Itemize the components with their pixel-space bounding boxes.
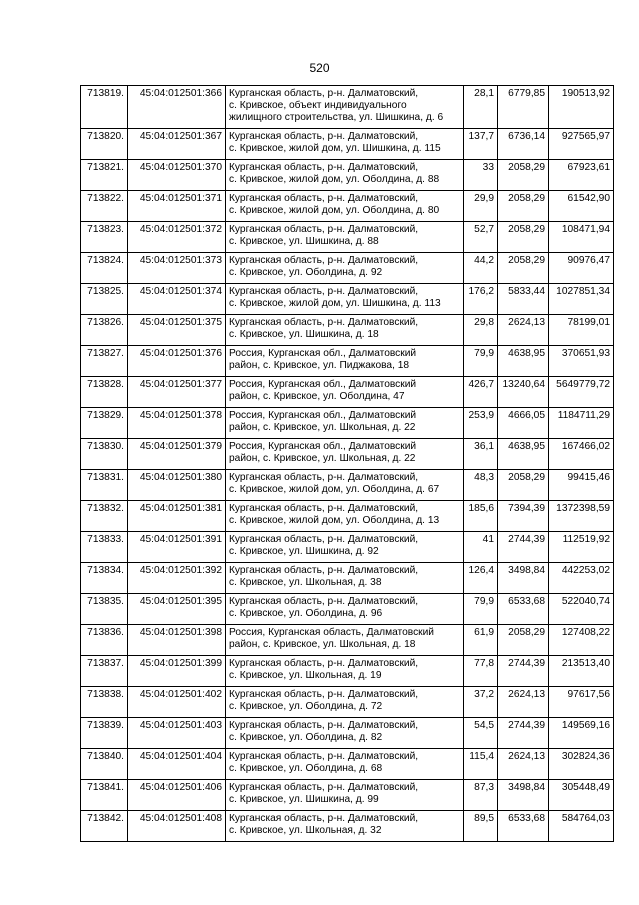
area-cell: 33 bbox=[464, 160, 498, 191]
address-line: с. Кривское, ул. Школьная, д. 38 bbox=[229, 577, 382, 588]
cadastral-value-cell: 305448,49 bbox=[549, 780, 614, 811]
unit-value-cell: 2744,39 bbox=[498, 532, 549, 563]
unit-value-cell: 2624,13 bbox=[498, 315, 549, 346]
unit-value-cell: 2058,29 bbox=[498, 191, 549, 222]
unit-value-cell: 7394,39 bbox=[498, 501, 549, 532]
cadastral-number-cell: 45:04:012501:373 bbox=[128, 253, 226, 284]
unit-value-cell: 4638,95 bbox=[498, 346, 549, 377]
unit-value-cell: 4666,05 bbox=[498, 408, 549, 439]
area-cell: 87,3 bbox=[464, 780, 498, 811]
area-cell: 79,9 bbox=[464, 346, 498, 377]
row-number-cell: 713824. bbox=[81, 253, 128, 284]
cadastral-number-cell: 45:04:012501:392 bbox=[128, 563, 226, 594]
table-row bbox=[81, 501, 614, 532]
area-cell: 126,4 bbox=[464, 563, 498, 594]
table-row bbox=[81, 315, 614, 346]
address-line: Курганская область, р-н. Далматовский, bbox=[229, 162, 419, 173]
row-number-cell: 713831. bbox=[81, 470, 128, 501]
area-cell: 185,6 bbox=[464, 501, 498, 532]
address-cell bbox=[226, 377, 464, 408]
address-line: с. Кривское, жилой дом, ул. Оболдина, д. 13 bbox=[229, 515, 440, 526]
table-row bbox=[81, 625, 614, 656]
cadastral-value-cell: 370651,93 bbox=[549, 346, 614, 377]
cadastral-value-cell: 1372398,59 bbox=[549, 501, 614, 532]
address-line: Курганская область, р-н. Далматовский, bbox=[229, 255, 419, 266]
unit-value-cell: 13240,64 bbox=[498, 377, 549, 408]
cadastral-number-cell: 45:04:012501:381 bbox=[128, 501, 226, 532]
cadastral-value-cell: 78199,01 bbox=[549, 315, 614, 346]
address-line: Курганская область, р-н. Далматовский, bbox=[229, 596, 419, 607]
address-line: жилищного строительства, ул. Шишкина, д. 6 bbox=[229, 112, 444, 123]
cadastral-value-cell: 127408,22 bbox=[549, 625, 614, 656]
address-cell bbox=[226, 315, 464, 346]
area-cell: 426,7 bbox=[464, 377, 498, 408]
address-cell bbox=[226, 470, 464, 501]
address-line: с. Кривское, ул. Школьная, д. 19 bbox=[229, 670, 382, 681]
unit-value-cell: 2624,13 bbox=[498, 749, 549, 780]
cadastral-value-cell: 149569,16 bbox=[549, 718, 614, 749]
area-cell: 29,8 bbox=[464, 315, 498, 346]
area-cell: 37,2 bbox=[464, 687, 498, 718]
area-cell: 115,4 bbox=[464, 749, 498, 780]
address-cell bbox=[226, 780, 464, 811]
unit-value-cell: 2744,39 bbox=[498, 656, 549, 687]
cadastral-value-cell: 927565,97 bbox=[549, 129, 614, 160]
row-number-cell: 713839. bbox=[81, 718, 128, 749]
unit-value-cell: 2058,29 bbox=[498, 470, 549, 501]
area-cell: 176,2 bbox=[464, 284, 498, 315]
area-cell: 137,7 bbox=[464, 129, 498, 160]
row-number-cell: 713826. bbox=[81, 315, 128, 346]
area-cell: 253,9 bbox=[464, 408, 498, 439]
unit-value-cell: 2744,39 bbox=[498, 718, 549, 749]
row-number-cell: 713833. bbox=[81, 532, 128, 563]
area-cell: 54,5 bbox=[464, 718, 498, 749]
address-line: с. Кривское, ул. Шишкина, д. 99 bbox=[229, 794, 379, 805]
address-cell bbox=[226, 222, 464, 253]
address-cell bbox=[226, 346, 464, 377]
address-line: Курганская область, р-н. Далматовский, bbox=[229, 720, 419, 731]
cadastral-number-cell: 45:04:012501:379 bbox=[128, 439, 226, 470]
address-line: Курганская область, р-н. Далматовский, bbox=[229, 131, 419, 142]
address-line: Курганская область, р-н. Далматовский, bbox=[229, 658, 419, 669]
address-line: с. Кривское, ул. Оболдина, д. 92 bbox=[229, 267, 383, 278]
unit-value-cell: 4638,95 bbox=[498, 439, 549, 470]
table-row bbox=[81, 160, 614, 191]
address-line: с. Кривское, жилой дом, ул. Оболдина, д. 80 bbox=[229, 205, 440, 216]
address-line: район, с. Кривское, ул. Школьная, д. 18 bbox=[229, 639, 416, 650]
address-line: район, с. Кривское, ул. Школьная, д. 22 bbox=[229, 422, 416, 433]
address-line: Россия, Курганская область, Далматовский bbox=[229, 627, 435, 638]
address-line: Курганская область, р-н. Далматовский, bbox=[229, 565, 419, 576]
cadastral-value-cell: 61542,90 bbox=[549, 191, 614, 222]
address-line: с. Кривское, ул. Оболдина, д. 72 bbox=[229, 701, 383, 712]
unit-value-cell: 6779,85 bbox=[498, 86, 549, 129]
address-line: Курганская область, р-н. Далматовский, bbox=[229, 813, 419, 824]
address-line: с. Кривское, ул. Оболдина, д. 82 bbox=[229, 732, 383, 743]
cadastral-value-cell: 213513,40 bbox=[549, 656, 614, 687]
table-row bbox=[81, 749, 614, 780]
area-cell: 77,8 bbox=[464, 656, 498, 687]
cadastral-value-cell: 1027851,34 bbox=[549, 284, 614, 315]
table-row bbox=[81, 222, 614, 253]
table-row bbox=[81, 253, 614, 284]
address-line: Курганская область, р-н. Далматовский, bbox=[229, 317, 419, 328]
address-cell bbox=[226, 284, 464, 315]
cadastral-value-cell: 112519,92 bbox=[549, 532, 614, 563]
address-line: Россия, Курганская обл., Далматовский bbox=[229, 348, 417, 359]
cadastral-value-table bbox=[80, 85, 614, 842]
table-row bbox=[81, 594, 614, 625]
row-number-cell: 713825. bbox=[81, 284, 128, 315]
unit-value-cell: 2058,29 bbox=[498, 625, 549, 656]
cadastral-number-cell: 45:04:012501:375 bbox=[128, 315, 226, 346]
address-cell bbox=[226, 501, 464, 532]
table-row bbox=[81, 346, 614, 377]
row-number-cell: 713838. bbox=[81, 687, 128, 718]
cadastral-number-cell: 45:04:012501:366 bbox=[128, 86, 226, 129]
row-number-cell: 713840. bbox=[81, 749, 128, 780]
row-number-cell: 713820. bbox=[81, 129, 128, 160]
address-cell bbox=[226, 253, 464, 284]
cadastral-number-cell: 45:04:012501:399 bbox=[128, 656, 226, 687]
area-cell: 44,2 bbox=[464, 253, 498, 284]
table-row bbox=[81, 191, 614, 222]
row-number-cell: 713837. bbox=[81, 656, 128, 687]
row-number-cell: 713841. bbox=[81, 780, 128, 811]
cadastral-value-cell: 1184711,29 bbox=[549, 408, 614, 439]
row-number-cell: 713830. bbox=[81, 439, 128, 470]
address-line: район, с. Кривское, ул. Пиджакова, 18 bbox=[229, 360, 410, 371]
address-line: Россия, Курганская обл., Далматовский bbox=[229, 410, 417, 421]
unit-value-cell: 3498,84 bbox=[498, 563, 549, 594]
cadastral-value-cell: 584764,03 bbox=[549, 811, 614, 842]
address-cell bbox=[226, 439, 464, 470]
table-row bbox=[81, 408, 614, 439]
area-cell: 61,9 bbox=[464, 625, 498, 656]
table-row bbox=[81, 86, 614, 129]
row-number-cell: 713842. bbox=[81, 811, 128, 842]
address-cell bbox=[226, 749, 464, 780]
address-line: с. Кривское, жилой дом, ул. Шишкина, д. 113 bbox=[229, 298, 441, 309]
address-line: с. Кривское, жилой дом, ул. Оболдина, д. 67 bbox=[229, 484, 440, 495]
unit-value-cell: 2058,29 bbox=[498, 253, 549, 284]
cadastral-number-cell: 45:04:012501:380 bbox=[128, 470, 226, 501]
address-cell bbox=[226, 656, 464, 687]
row-number-cell: 713829. bbox=[81, 408, 128, 439]
cadastral-number-cell: 45:04:012501:398 bbox=[128, 625, 226, 656]
row-number-cell: 713821. bbox=[81, 160, 128, 191]
row-number-cell: 713819. bbox=[81, 86, 128, 129]
table-row bbox=[81, 284, 614, 315]
cadastral-value-cell: 190513,92 bbox=[549, 86, 614, 129]
table-row bbox=[81, 718, 614, 749]
cadastral-value-cell: 90976,47 bbox=[549, 253, 614, 284]
address-cell bbox=[226, 408, 464, 439]
cadastral-number-cell: 45:04:012501:372 bbox=[128, 222, 226, 253]
address-cell bbox=[226, 129, 464, 160]
address-line: Курганская область, р-н. Далматовский, bbox=[229, 751, 419, 762]
cadastral-value-cell: 302824,36 bbox=[549, 749, 614, 780]
cadastral-value-cell: 5649779,72 bbox=[549, 377, 614, 408]
area-cell: 36,1 bbox=[464, 439, 498, 470]
cadastral-number-cell: 45:04:012501:408 bbox=[128, 811, 226, 842]
cadastral-number-cell: 45:04:012501:402 bbox=[128, 687, 226, 718]
cadastral-number-cell: 45:04:012501:403 bbox=[128, 718, 226, 749]
address-line: Россия, Курганская обл., Далматовский bbox=[229, 441, 417, 452]
address-cell bbox=[226, 563, 464, 594]
address-line: район, с. Кривское, ул. Оболдина, 47 bbox=[229, 391, 405, 402]
row-number-cell: 713823. bbox=[81, 222, 128, 253]
area-cell: 29,9 bbox=[464, 191, 498, 222]
cadastral-number-cell: 45:04:012501:391 bbox=[128, 532, 226, 563]
cadastral-value-cell: 99415,46 bbox=[549, 470, 614, 501]
address-cell bbox=[226, 625, 464, 656]
address-line: с. Кривское, ул. Оболдина, д. 96 bbox=[229, 608, 383, 619]
row-number-cell: 713828. bbox=[81, 377, 128, 408]
address-line: с. Кривское, ул. Шишкина, д. 18 bbox=[229, 329, 379, 340]
cadastral-value-cell: 67923,61 bbox=[549, 160, 614, 191]
table-row bbox=[81, 687, 614, 718]
area-cell: 52,7 bbox=[464, 222, 498, 253]
unit-value-cell: 3498,84 bbox=[498, 780, 549, 811]
address-line: с. Кривское, жилой дом, ул. Шишкина, д. 115 bbox=[229, 143, 441, 154]
area-cell: 48,3 bbox=[464, 470, 498, 501]
cadastral-number-cell: 45:04:012501:404 bbox=[128, 749, 226, 780]
table-row bbox=[81, 532, 614, 563]
address-cell bbox=[226, 532, 464, 563]
cadastral-number-cell: 45:04:012501:367 bbox=[128, 129, 226, 160]
cadastral-value-cell: 97617,56 bbox=[549, 687, 614, 718]
area-cell: 41 bbox=[464, 532, 498, 563]
area-cell: 28,1 bbox=[464, 86, 498, 129]
row-number-cell: 713827. bbox=[81, 346, 128, 377]
unit-value-cell: 6533,68 bbox=[498, 811, 549, 842]
cadastral-number-cell: 45:04:012501:395 bbox=[128, 594, 226, 625]
unit-value-cell: 6533,68 bbox=[498, 594, 549, 625]
unit-value-cell: 2624,13 bbox=[498, 687, 549, 718]
area-cell: 79,9 bbox=[464, 594, 498, 625]
unit-value-cell: 2058,29 bbox=[498, 222, 549, 253]
cadastral-number-cell: 45:04:012501:406 bbox=[128, 780, 226, 811]
table-row bbox=[81, 129, 614, 160]
cadastral-number-cell: 45:04:012501:370 bbox=[128, 160, 226, 191]
cadastral-number-cell: 45:04:012501:378 bbox=[128, 408, 226, 439]
address-cell bbox=[226, 191, 464, 222]
table-row bbox=[81, 377, 614, 408]
table-row bbox=[81, 470, 614, 501]
address-line: Россия, Курганская обл., Далматовский bbox=[229, 379, 417, 390]
address-line: Курганская область, р-н. Далматовский, bbox=[229, 224, 419, 235]
address-line: Курганская область, р-н. Далматовский, bbox=[229, 193, 419, 204]
unit-value-cell: 6736,14 bbox=[498, 129, 549, 160]
address-line: Курганская область, р-н. Далматовский, bbox=[229, 88, 419, 99]
cadastral-value-cell: 522040,74 bbox=[549, 594, 614, 625]
table-body bbox=[81, 86, 614, 842]
address-line: Курганская область, р-н. Далматовский, bbox=[229, 286, 419, 297]
cadastral-number-cell: 45:04:012501:371 bbox=[128, 191, 226, 222]
area-cell: 89,5 bbox=[464, 811, 498, 842]
unit-value-cell: 2058,29 bbox=[498, 160, 549, 191]
address-cell bbox=[226, 86, 464, 129]
page-number: 520 bbox=[309, 61, 330, 75]
address-line: с. Кривское, ул. Школьная, д. 32 bbox=[229, 825, 382, 836]
cadastral-value-cell: 108471,94 bbox=[549, 222, 614, 253]
address-line: с. Кривское, жилой дом, ул. Оболдина, д. 88 bbox=[229, 174, 440, 185]
row-number-cell: 713835. bbox=[81, 594, 128, 625]
cadastral-number-cell: 45:04:012501:374 bbox=[128, 284, 226, 315]
address-cell bbox=[226, 811, 464, 842]
address-line: с. Кривское, ул. Шишкина, д. 88 bbox=[229, 236, 379, 247]
row-number-cell: 713832. bbox=[81, 501, 128, 532]
address-line: с. Кривское, ул. Оболдина, д. 68 bbox=[229, 763, 383, 774]
table-row bbox=[81, 780, 614, 811]
table-row bbox=[81, 563, 614, 594]
address-cell bbox=[226, 718, 464, 749]
table-row bbox=[81, 656, 614, 687]
address-line: Курганская область, р-н. Далматовский, bbox=[229, 503, 419, 514]
address-line: Курганская область, р-н. Далматовский, bbox=[229, 534, 419, 545]
address-cell bbox=[226, 594, 464, 625]
unit-value-cell: 5833,44 bbox=[498, 284, 549, 315]
cadastral-number-cell: 45:04:012501:377 bbox=[128, 377, 226, 408]
address-line: Курганская область, р-н. Далматовский, bbox=[229, 689, 419, 700]
address-cell bbox=[226, 160, 464, 191]
address-line: с. Кривское, ул. Шишкина, д. 92 bbox=[229, 546, 379, 557]
cadastral-value-cell: 167466,02 bbox=[549, 439, 614, 470]
address-line: район, с. Кривское, ул. Школьная, д. 22 bbox=[229, 453, 416, 464]
address-line: с. Кривское, объект индивидуального bbox=[229, 100, 407, 111]
address-cell bbox=[226, 687, 464, 718]
cadastral-value-cell: 442253,02 bbox=[549, 563, 614, 594]
cadastral-number-cell: 45:04:012501:376 bbox=[128, 346, 226, 377]
row-number-cell: 713836. bbox=[81, 625, 128, 656]
address-line: Курганская область, р-н. Далматовский, bbox=[229, 472, 419, 483]
row-number-cell: 713822. bbox=[81, 191, 128, 222]
row-number-cell: 713834. bbox=[81, 563, 128, 594]
table-row bbox=[81, 439, 614, 470]
table-row bbox=[81, 811, 614, 842]
address-line: Курганская область, р-н. Далматовский, bbox=[229, 782, 419, 793]
